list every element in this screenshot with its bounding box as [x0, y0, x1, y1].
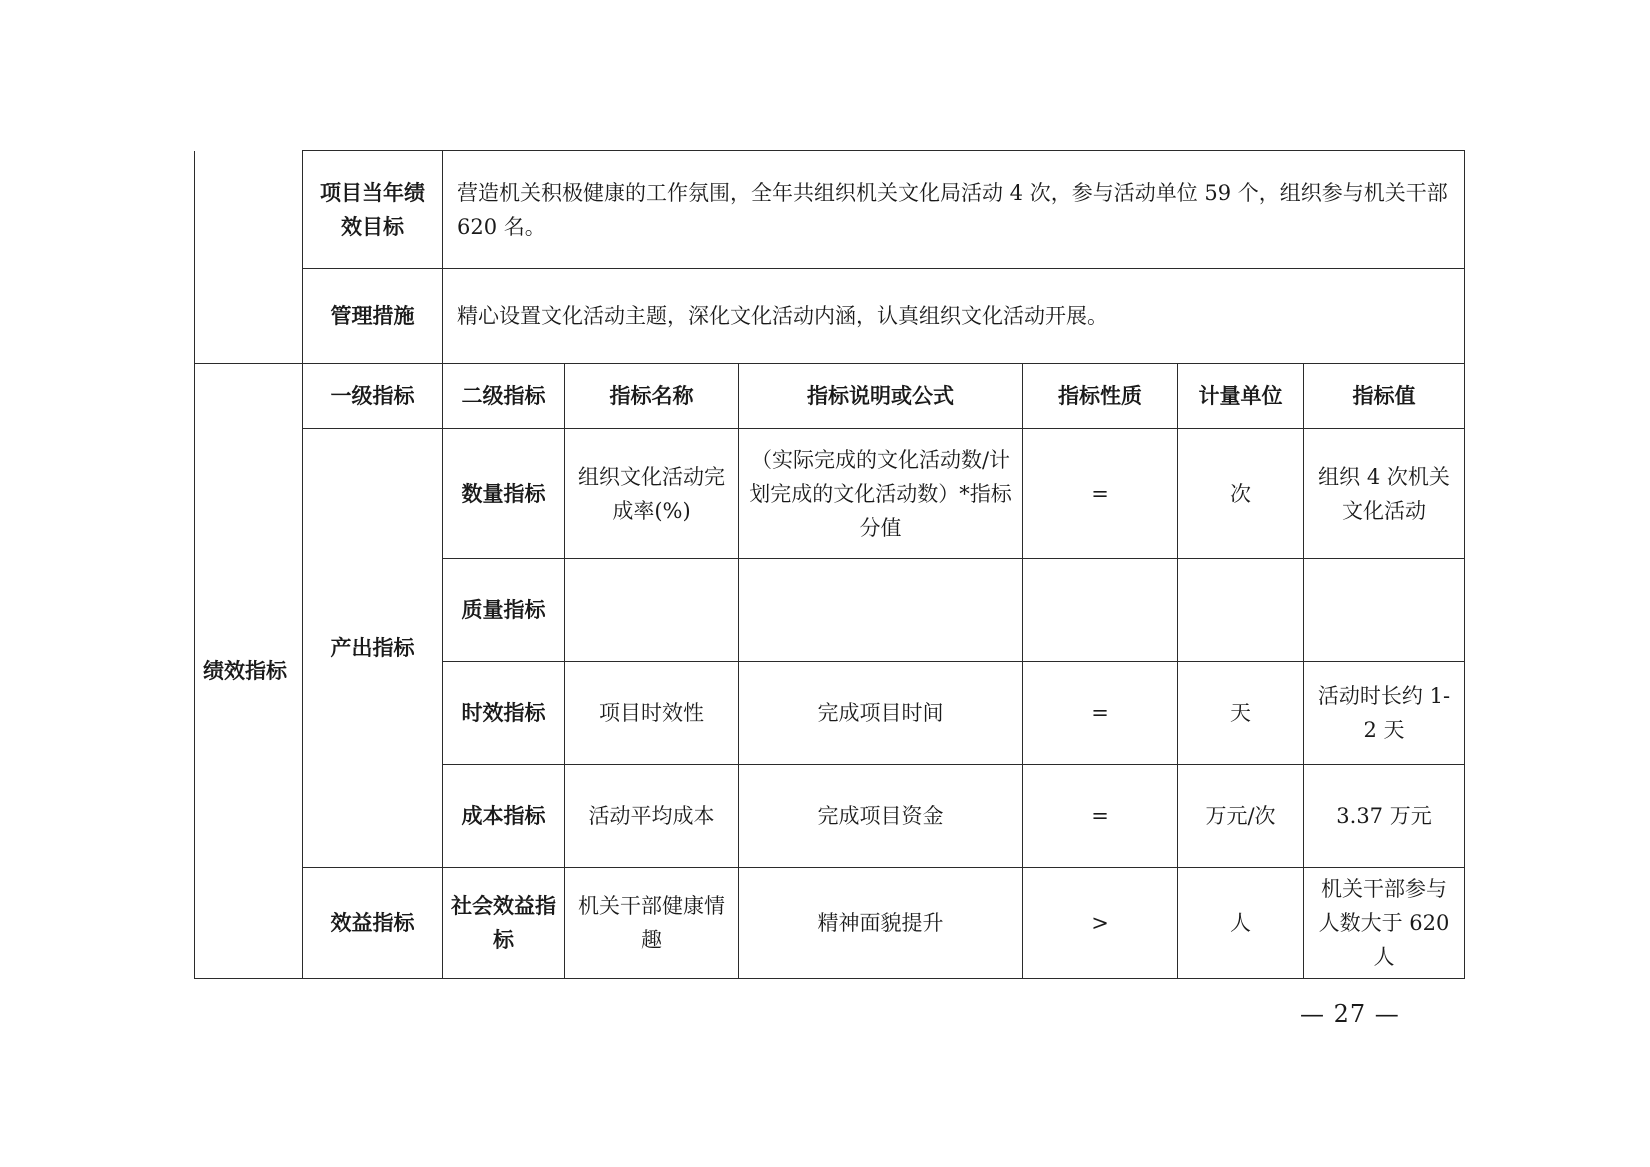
nature-cell: = — [1023, 429, 1178, 559]
measures-text: 精心设置文化活动主题，深化文化活动内涵，认真组织文化活动开展。 — [443, 269, 1465, 364]
measures-label: 管理措施 — [303, 269, 443, 364]
level2-cell: 质量指标 — [443, 559, 565, 662]
table-row-social-benefit — [195, 868, 1465, 979]
indicator-name-cell: 项目时效性 — [565, 662, 739, 765]
description-cell: 精神面貌提升 — [739, 868, 1023, 979]
unit-cell: 人 — [1178, 868, 1304, 979]
indicator-name-cell: 组织文化活动完成率(%) — [565, 429, 739, 559]
goal-text: 营造机关积极健康的工作氛围，全年共组织机关文化局活动 4 次，参与活动单位 59 个，组织参与机关干部 620 名。 — [443, 151, 1465, 269]
value-cell: 组织 4 次机关文化活动 — [1304, 429, 1465, 559]
description-cell — [739, 559, 1023, 662]
goal-row — [195, 151, 1465, 269]
nature-cell: > — [1023, 868, 1178, 979]
benefit-group-label: 效益指标 — [303, 868, 443, 979]
indicator-name-cell: 机关干部健康情趣 — [565, 868, 739, 979]
page-number: — 27 — — [1300, 1000, 1400, 1028]
performance-table — [194, 150, 1465, 979]
section-label: 绩效指标 — [195, 364, 303, 979]
level2-cell: 数量指标 — [443, 429, 565, 559]
unit-cell: 天 — [1178, 662, 1304, 765]
header-description: 指标说明或公式 — [739, 364, 1023, 429]
level2-cell: 社会效益指标 — [443, 868, 565, 979]
header-level2: 二级指标 — [443, 364, 565, 429]
table-row-quantity — [195, 429, 1465, 559]
measures-row — [195, 269, 1465, 364]
header-unit: 计量单位 — [1178, 364, 1304, 429]
indicator-name-cell: 活动平均成本 — [565, 765, 739, 868]
nature-cell: = — [1023, 765, 1178, 868]
header-row — [195, 364, 1465, 429]
continued-category-cell — [195, 151, 303, 364]
unit-cell — [1178, 559, 1304, 662]
value-cell: 3.37 万元 — [1304, 765, 1465, 868]
value-cell: 活动时长约 1-2 天 — [1304, 662, 1465, 765]
level2-cell: 成本指标 — [443, 765, 565, 868]
header-value: 指标值 — [1304, 364, 1465, 429]
indicator-name-cell — [565, 559, 739, 662]
output-group-label: 产出指标 — [303, 429, 443, 868]
description-cell: 完成项目资金 — [739, 765, 1023, 868]
header-level1: 一级指标 — [303, 364, 443, 429]
header-name: 指标名称 — [565, 364, 739, 429]
unit-cell: 次 — [1178, 429, 1304, 559]
description-cell: 完成项目时间 — [739, 662, 1023, 765]
unit-cell: 万元/次 — [1178, 765, 1304, 868]
header-nature: 指标性质 — [1023, 364, 1178, 429]
description-cell: （实际完成的文化活动数/计划完成的文化活动数）*指标分值 — [739, 429, 1023, 559]
level2-cell: 时效指标 — [443, 662, 565, 765]
value-cell: 机关干部参与人数大于 620 人 — [1304, 868, 1465, 979]
goal-label: 项目当年绩效目标 — [303, 151, 443, 269]
value-cell — [1304, 559, 1465, 662]
nature-cell — [1023, 559, 1178, 662]
nature-cell: = — [1023, 662, 1178, 765]
